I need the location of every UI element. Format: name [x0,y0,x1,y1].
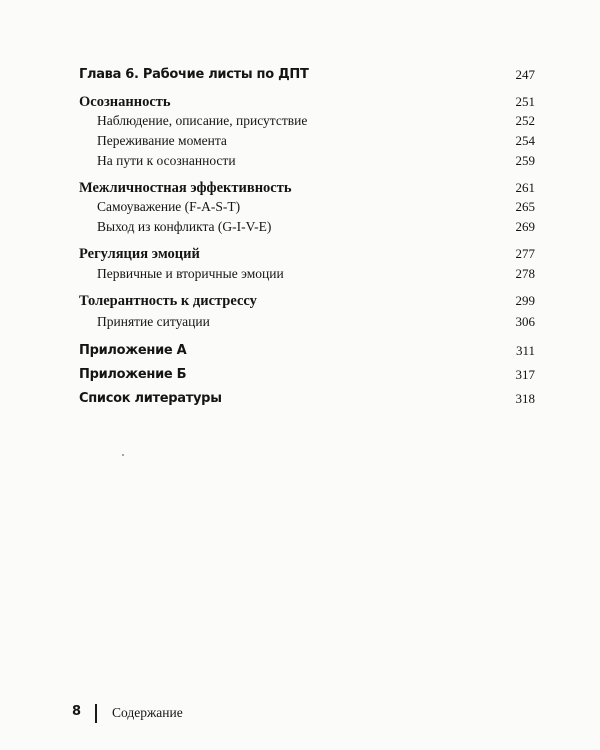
toc-entry-chapter-6 [0,67,600,87]
page-number: 8 [72,704,82,719]
toc-entry-title: Выход из конфликта (G-I-V-E) [97,219,272,234]
toc-entry-subsection [0,219,600,239]
toc-entry-appendix-b [0,367,600,387]
toc-entry-subsection [0,266,600,286]
toc-entry-section [0,180,600,200]
toc-entry-page-number: 269 [515,219,535,234]
toc-entry-page-number: 254 [515,133,535,148]
toc-entry-appendix-a [0,343,600,363]
toc-entry-page-number: 259 [515,153,535,168]
toc-entry-page-number: 317 [515,367,535,382]
toc-entry-title: Первичные и вторичные эмоции [97,266,284,281]
toc-entry-subsection [0,133,600,153]
toc-entry-title: На пути к осознанности [97,153,236,168]
toc-entry-title: Приложение А [79,343,187,358]
toc-entry-title: Приложение Б [79,367,187,382]
toc-entry-page-number: 252 [515,113,535,128]
toc-entry-title: Принятие ситуации [97,314,210,329]
toc-entry-title: Переживание момента [97,133,227,148]
toc-entry-title: Список литературы [79,391,222,406]
toc-entry-page-number: 306 [515,314,535,329]
toc-entry-page-number: 251 [515,94,535,109]
toc-entry-bibliography [0,391,600,411]
toc-entry-subsection [0,199,600,219]
toc-entry-page-number: 265 [515,199,535,214]
footer-divider [95,704,97,723]
toc-entry-page-number: 299 [515,293,535,308]
toc-entry-title: Глава 6. Рабочие листы по ДПТ [79,67,309,82]
toc-entry-page-number: 311 [515,343,535,358]
toc-entry-section [0,94,600,114]
toc-entry-page-number: 318 [515,391,535,406]
toc-entry-page-number: 247 [515,67,535,82]
toc-entry-title: Толерантность к дистрессу [79,293,257,309]
running-title: Содержание [112,705,183,720]
toc-entry-title: Регуляция эмоций [79,246,200,262]
toc-entry-title: Самоуважение (F-A-S-T) [97,199,241,214]
toc-entry-title: Наблюдение, описание, присутствие [97,113,308,128]
toc-entry-section [0,293,600,313]
toc-entry-page-number: 261 [515,180,535,195]
toc-entry-title: Осознанность [79,94,171,110]
toc-entry-title: Межличностная эффективность [79,180,292,196]
toc-entry-section [0,246,600,266]
toc-entry-subsection [0,314,600,334]
print-speck [122,454,124,456]
toc-entry-page-number: 277 [515,246,535,261]
toc-entry-subsection [0,113,600,133]
toc-entry-subsection [0,153,600,173]
page-footer [72,704,372,724]
toc-entry-page-number: 278 [515,266,535,281]
